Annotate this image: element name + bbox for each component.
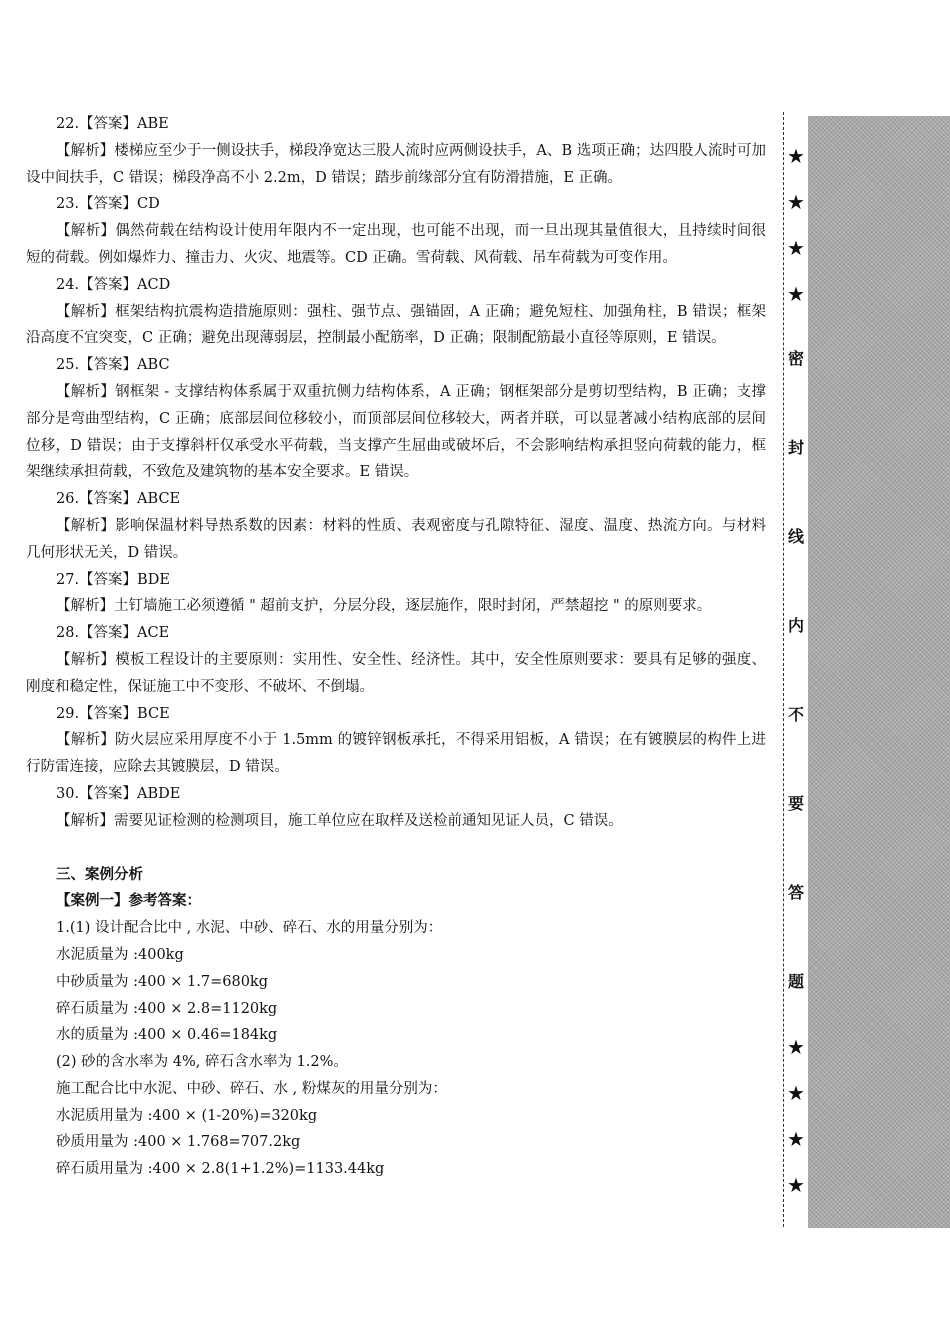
seal-star-icon: ★ [784,192,808,212]
seal-star-icon: ★ [784,1037,808,1057]
answer-line: 28.【答案】ACE [56,625,170,642]
seal-star-icon: ★ [784,238,808,258]
document-body [26,111,766,1183]
seal-star-icon: ★ [784,1083,808,1103]
seal-char: 要 [784,794,808,814]
explanation-paragraph: 【解析】模板工程设计的主要原则：实用性、安全性、经济性。其中，安全性原则要求：要具有足够的强度、刚度和稳定性，保证施工中不变形、不破坏、不倒塌。 [26,651,766,695]
answer-line: 23.【答案】CD [56,196,160,213]
seal-char: 线 [784,527,808,547]
section-heading: 三、案例分析 [56,866,143,883]
answer-line: 25.【答案】ABC [56,357,170,374]
explanation-paragraph: 【解析】土钉墙施工必须遵循 " 超前支护，分层分段，逐层施作，限时封闭，严禁超挖 " 的原则要求。 [56,598,712,615]
answer-line: 水的质量为 :400 × 0.46=184kg [56,1027,278,1044]
answer-line: 碎石质用量为 :400 × 2.8(1+1.2%)=1133.44kg [56,1161,385,1178]
answer-line: 22.【答案】ABE [56,116,169,132]
answer-line: 水泥质量为 :400kg [56,946,184,963]
spacer [26,835,766,862]
answer-line: 30.【答案】ABDE [56,785,181,802]
section-heading: 【案例一】参考答案： [56,893,201,910]
answer-line: 砂质用量为 :400 × 1.768=707.2kg [56,1134,301,1151]
explanation-paragraph: 【解析】影响保温材料导热系数的因素：材料的性质、表观密度与孔隙特征、湿度、温度、热流方向。与材料几何形状无关，D 错误。 [26,517,766,561]
seal-char: 内 [784,616,808,636]
explanation-paragraph: 【解析】需要见证检测的检测项目，施工单位应在取样及送检前通知见证人员，C 错误。 [56,812,623,829]
seal-char: 答 [784,883,808,903]
seal-char: 不 [784,705,808,725]
answer-line: 中砂质量为 :400 × 1.7=680kg [56,973,268,990]
answer-line: 施工配合比中水泥、中砂、碎石、水 , 粉煤灰的用量分别为： [56,1080,447,1097]
answer-line: 26.【答案】ABCE [56,491,181,508]
explanation-paragraph: 【解析】钢框架 - 支撑结构体系属于双重抗侧力结构体系，A 正确；钢框架部分是剪切型结构，B 正确；支撑部分是弯曲型结构，C 正确；底部层间位移较小，而顶部层间位移较大，两者并联，可以显著减小结构底部的层间位移，D 错误；由于支撑斜杆仅承受水平荷载，当支撑产生屈曲或破坏后，不会影响结构承担竖向荷载的能力，框架继续承担荷载，不致危及建筑物的基本安全要求。E 错误。 [26,383,766,481]
seal-dashed-line [783,112,784,1227]
answer-line: 碎石质量为 :400 × 2.8=1120kg [56,1000,278,1017]
answer-line: 24.【答案】ACD [56,276,171,293]
explanation-paragraph: 【解析】楼梯应至少于一侧设扶手，梯段净宽达三股人流时应两侧设扶手，A、B 选项正确；达四股人流时可加设中间扶手，C 错误；梯段净高不小 2.2m，D 错误；踏步前缘部分宜有防滑措施，E 正确。 [26,142,766,186]
explanation-paragraph: 【解析】偶然荷载在结构设计使用年限内不一定出现，也可能不出现，而一旦出现其量值很大，且持续时间很短的荷载。例如爆炸力、撞击力、火灾、地震等。CD 正确。雪荷载、风荷载、吊车荷载为可变作用。 [26,223,766,266]
seal-char: 题 [784,972,808,992]
answer-line: 29.【答案】BCE [56,705,170,722]
seal-star-icon: ★ [784,146,808,166]
seal-star-icon: ★ [784,284,808,304]
seal-char: 封 [784,438,808,458]
explanation-paragraph: 【解析】防火层应采用厚度不小于 1.5mm 的镀锌钢板承托，不得采用铝板，A 错误；在有镀膜层的构件上进行防雷连接，应除去其镀膜层，D 错误。 [26,732,766,776]
answer-line: 27.【答案】BDE [56,571,170,588]
binding-margin [808,116,950,1228]
answer-line: (2) 砂的含水率为 4%, 碎石含水率为 1.2%。 [56,1054,348,1071]
answer-line: 1.(1) 设计配合比中 , 水泥、中砂、碎石、水的用量分别为： [56,920,443,937]
seal-star-icon: ★ [784,1129,808,1149]
seal-char: 密 [784,349,808,369]
explanation-paragraph: 【解析】框架结构抗震构造措施原则：强柱、强节点、强锚固，A 正确；避免短柱、加强角柱，B 错误；框架沿高度不宜突变，C 正确；避免出现薄弱层，控制最小配筋率，D 正确；限制配筋最小直径等原则，E 错误。 [26,303,766,347]
answer-line: 水泥质用量为 :400 × (1-20%)=320kg [56,1107,318,1124]
seal-star-icon: ★ [784,1175,808,1195]
